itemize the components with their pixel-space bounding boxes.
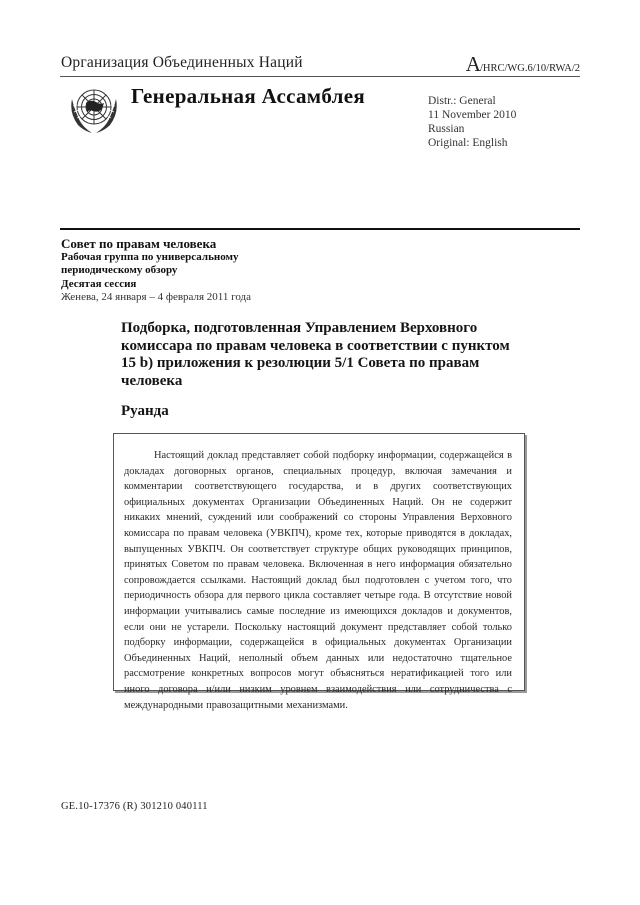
document-title: Подборка, подготовленная Управлением Верховного комиссара по правам человека в соответствии с пунктом 15 b) приложения к резолюции 5/1 Совета по правам человека [121,320,510,389]
un-emblem-icon [64,79,124,139]
assembly-title: Генеральная Ассамблея [131,84,366,108]
symbol-rest: /HRC/WG.6/10/RWA/2 [479,63,580,74]
header-rule [60,76,580,77]
symbol-prefix: A [465,52,480,76]
distr-type: Distr.: General [428,95,496,107]
summary-text: Настоящий доклад представляет собой подборку информации, содержащейся в докладах договорных органов, специальных процедур, включая замечания и комментарии соответствующего государства, и в других соответствующих официальных документах Организации Объединенных Наций. Он не содержит никаких мнений, суждений или соображений со стороны Управления Верховного комиссара по правам человека (УВКПЧ), кроме тех, которые приводятся в докладах, выпущенных УВКПЧ. Он соответствует структуре общих руководящих принципов, принятых Советом по правам человека. Включенная в него информация обязательно сопровождается ссылками. Настоящий доклад был подготовлен с учетом того, что периодичность обзора для первого цикла составляет четыре года. В отсутствие новой информации учитывались самые последние из имеющихся докладов и документов, если они не устарели. Поскольку настоящий документ представляет собой только подборку информации, содержащейся в официальных документах Организации Объединенных Наций, неполный объем данных или недостаточно тщательное рассмотрение конкретных вопросов могут объясняться нератификацией того или иного договора и/или низким уровнем взаимодействия или сотрудничества с международными правозащитными механизмами. [124,450,512,711]
summary-box [113,433,525,711]
venue-dates: Женева, 24 января – 4 февраля 2011 года [61,291,252,303]
original-language: Original: English [428,137,508,149]
council-name: Совет по правам человека [61,236,217,251]
issue-date: 11 November 2010 [428,109,517,121]
document-symbol [466,52,580,77]
council-block [61,237,251,305]
document-language: Russian [428,123,465,135]
organization-name: Организация Объединенных Наций [61,54,303,71]
working-group-line2: периодическому обзору [61,264,178,276]
country-name: Руанда [121,403,169,419]
job-number: GE.10-17376 (R) 301210 040111 [61,801,208,812]
distribution-info [428,94,516,150]
working-group-line1: Рабочая группа по универсальному [61,250,239,263]
session-name: Десятая сессия [61,277,137,290]
section-rule [60,228,580,230]
